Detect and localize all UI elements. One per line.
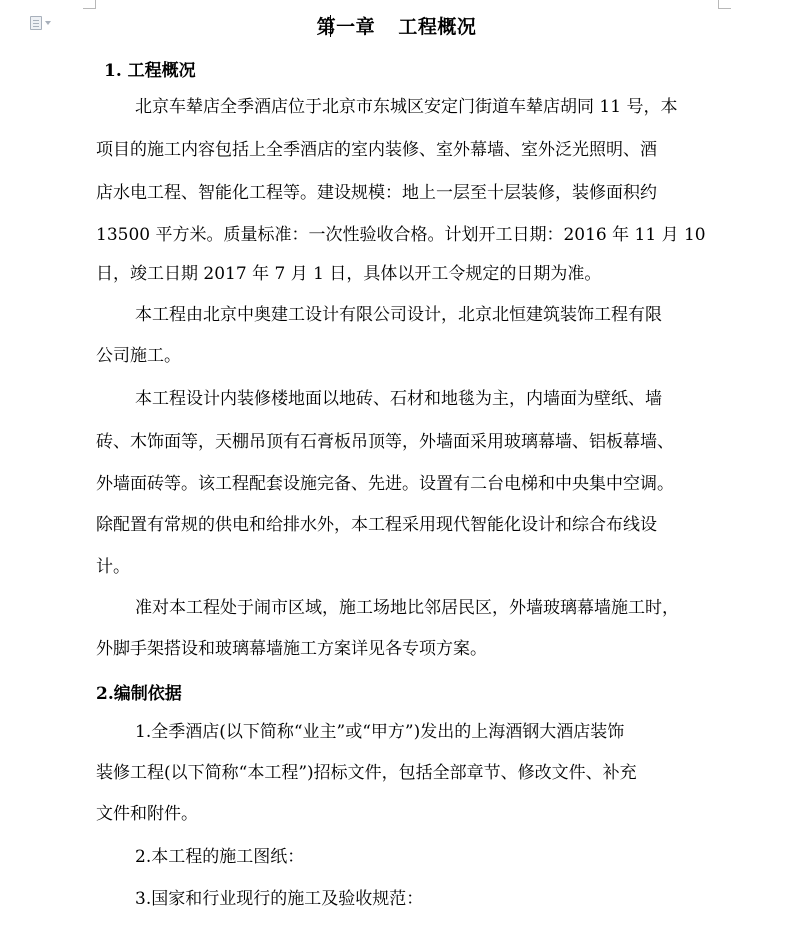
chapter-title [0,12,793,39]
paragraph-line: 外脚手架搭设和玻璃幕墙施工方案详见各专项方案。 [96,639,487,659]
paragraph-line: 砖、木饰面等，天棚吊顶有石膏板吊顶等，外墙面采用玻璃幕墙、铝板幕墙、 [96,432,674,452]
chapter-name: 工程概况 [398,16,477,38]
paragraph-line: 计。 [96,557,130,577]
paragraph-line: 公司施工。 [96,346,181,366]
paragraph-line: 除配置有常规的供电和给排水外，本工程采用现代智能化设计和综合布线设 [96,515,657,535]
paragraph-line: 13500 平方米。质量标准：一次性验收合格。计划开工日期：2016 年 11 月 10 [96,225,706,245]
paragraph-line: 北京车辇店全季酒店位于北京市东城区安定门街道车辇店胡同 11 号，本 [135,97,678,117]
margin-corner-mark [718,0,731,9]
list-item: 3.国家和行业现行的施工及验收规范： [135,889,424,909]
paragraph-line: 项目的施工内容包括上全季酒店的室内装修、室外幕墙、室外泛光照明、酒 [96,140,657,160]
section-heading: 1. 工程概况 [104,61,196,81]
paragraph-line: 外墙面砖等。该工程配套设施完备、先进。设置有二台电梯和中央集中空调。 [96,474,674,494]
list-item: 2.本工程的施工图纸： [135,847,305,867]
paragraph-line: 准对本工程处于闹市区域，施工场地比邻居民区，外墙玻璃幕墙施工时， [135,598,679,618]
paragraph-line: 日，竣工日期 2017 年 7 月 1 日，具体以开工令规定的日期为准。 [96,264,602,284]
chapter-number: 第一章 [316,16,376,38]
paragraph-line: 本工程由北京中奥建工设计有限公司设计，北京北恒建筑装饰工程有限 [135,305,662,325]
section-heading: 2.编制依据 [96,684,182,704]
paragraph-line: 装修工程(以下简称“本工程”)招标文件，包括全部章节、修改文件、补充 [96,763,637,783]
paragraph-line: 文件和附件。 [96,804,198,824]
margin-corner-mark [83,0,96,9]
paragraph-line: 1.全季酒店(以下简称“业主”或“甲方”)发出的上海酒钢大酒店装饰 [135,722,625,742]
paragraph-line: 本工程设计内装修楼地面以地砖、石材和地毯为主，内墙面为壁纸、墙 [135,389,662,409]
paragraph-line: 店水电工程、智能化工程等。建设规模：地上一层至十层装修，装修面积约 [96,183,657,203]
